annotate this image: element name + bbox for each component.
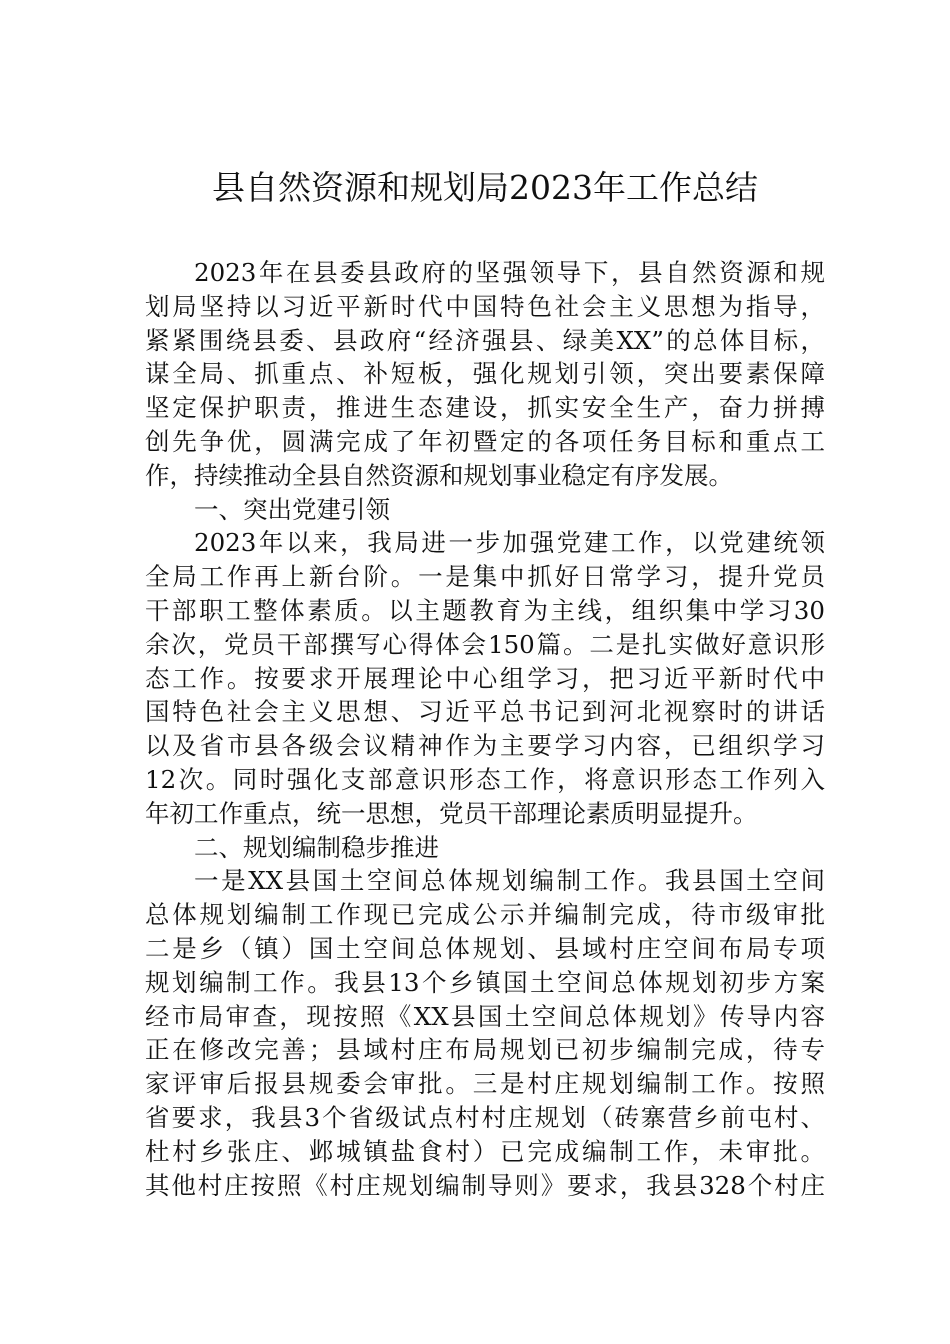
paragraph-line: 经市局审查，现按照《XX县国土空间总体规划》传导内容 <box>145 1001 825 1031</box>
paragraph-line: 杜村乡张庄、邺城镇盐食村）已完成编制工作，未审批。 <box>145 1136 825 1166</box>
paragraph-line: 干部职工整体素质。以主题教育为主线，组织集中学习30 <box>145 595 825 625</box>
paragraph-line: 规划编制工作。我县13个乡镇国土空间总体规划初步方案 <box>145 967 825 997</box>
paragraph-line: 谋全局、抓重点、补短板，强化规划引领，突出要素保障 <box>145 359 825 389</box>
paragraph-line: 2023年在县委县政府的坚强领导下，县自然资源和规 <box>194 258 825 287</box>
section-heading: 二、规划编制稳步推进 <box>194 832 439 862</box>
paragraph-line: 余次，党员干部撰写心得体会150篇。二是扎实做好意识形 <box>145 629 825 659</box>
paragraph-line: 其他村庄按照《村庄规划编制导则》要求，我县328个村庄 <box>145 1170 825 1200</box>
paragraph-line: 创先争优，圆满完成了年初暨定的各项任务目标和重点工 <box>145 426 825 456</box>
paragraph-line: 2023年以来，我局进一步加强党建工作，以党建统领 <box>194 528 825 558</box>
paragraph-line: 坚定保护职责，推进生态建设，抓实安全生产，奋力拼搏 <box>145 393 825 423</box>
paragraph-line: 二是乡（镇）国土空间总体规划、县域村庄空间布局专项 <box>145 933 825 963</box>
document-body <box>145 256 825 1202</box>
paragraph-line: 紧紧围绕县委、县政府“经济强县、绿美XX”的总体目标， <box>145 325 825 355</box>
paragraph-line: 省要求，我县3个省级试点村村庄规划（砖寨营乡前屯村、 <box>145 1102 825 1132</box>
paragraph-line: 家评审后报县规委会审批。三是村庄规划编制工作。按照 <box>145 1069 825 1099</box>
paragraph-line: 12次。同时强化支部意识形态工作，将意识形态工作列入 <box>145 764 825 794</box>
paragraph-line: 一是XX县国土空间总体规划编制工作。我县国土空间 <box>194 866 825 896</box>
paragraph-line: 划局坚持以习近平新时代中国特色社会主义思想为指导， <box>145 291 825 321</box>
paragraph-line: 态工作。按要求开展理论中心组学习，把习近平新时代中 <box>145 663 825 693</box>
paragraph-line: 全局工作再上新台阶。一是集中抓好日常学习，提升党员 <box>145 562 825 592</box>
paragraph-line: 正在修改完善；县域村庄布局规划已初步编制完成，待专 <box>145 1035 825 1065</box>
section-heading: 一、突出党建引领 <box>194 494 390 524</box>
paragraph-line: 作，持续推动全县自然资源和规划事业稳定有序发展。 <box>145 460 733 490</box>
paragraph-line: 年初工作重点，统一思想，党员干部理论素质明显提升。 <box>145 798 758 828</box>
paragraph-line: 以及省市县各级会议精神作为主要学习内容，已组织学习 <box>145 731 825 761</box>
paragraph-line: 总体规划编制工作现已完成公示并编制完成，待市级审批 <box>145 900 825 930</box>
paragraph-line: 国特色社会主义思想、习近平总书记到河北视察时的讲话 <box>145 697 825 727</box>
document-title: 县自然资源和规划局2023年工作总结 <box>212 168 758 207</box>
